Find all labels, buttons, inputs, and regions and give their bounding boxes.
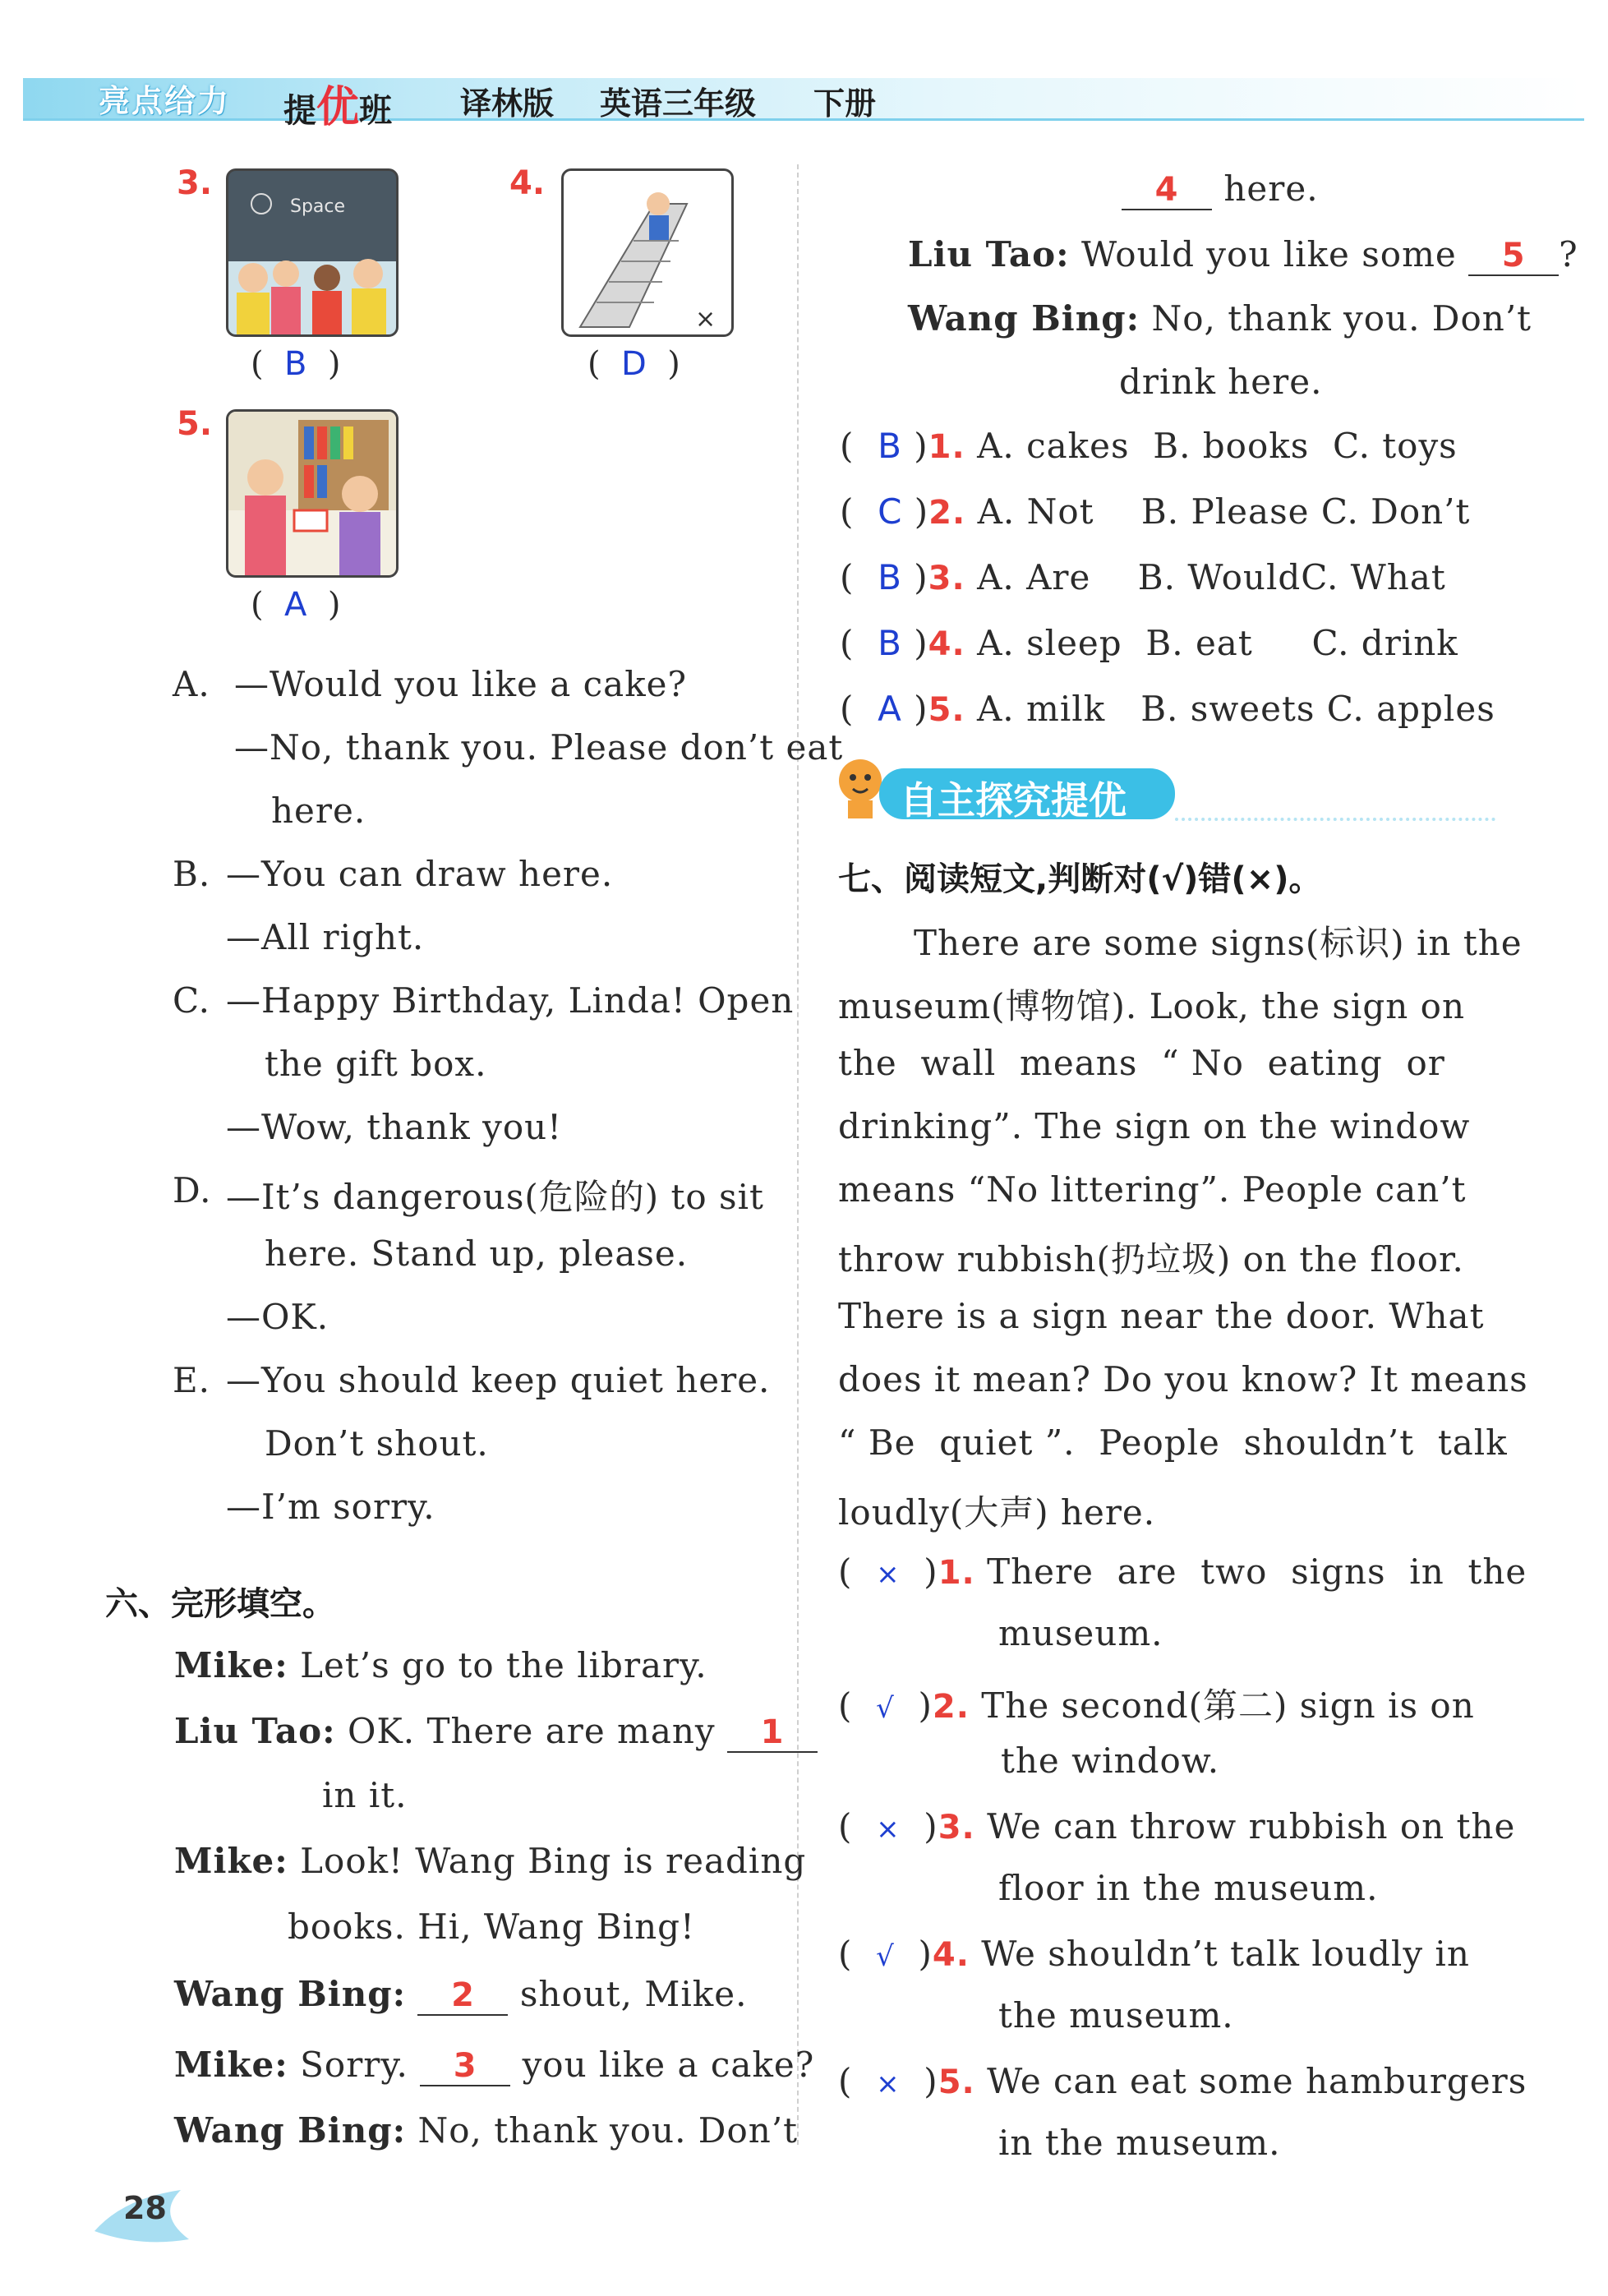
dialogue-d-line: —OK. [226,1297,329,1337]
passage-line: There are some signs(标识) in the [914,923,1523,963]
cloze-blank-1: 1 [760,1713,785,1751]
passage-line: “ Be quiet ”. People shouldn’t talk [838,1422,1508,1463]
section-6-title: 六、完形填空。 [105,1585,335,1623]
choice-row-3: ( B )3. A. Are B. WouldC. What [840,557,1446,597]
picture-5-answer: A [284,586,307,624]
banner-dots [1175,818,1495,821]
svg-text:×: × [695,305,716,334]
picture-5-image [226,409,399,578]
cloze-line-2: Liu Tao: OK. There are many 1 [174,1711,818,1753]
judge-item-2: ( √ )2. The second(第二) sign is on [838,1685,1475,1726]
dialogue-b-line: —All right. [226,917,425,957]
cloze-blank-2: 2 [451,1976,475,2014]
picture-5-number: 5. [177,405,213,443]
picture-4-image [561,168,734,337]
cloze-blank-5: 5 [1501,237,1526,274]
dialogue-e-line: Don’t shout. [265,1423,489,1464]
picture-4-answer-row: ( D ) [587,345,680,383]
dialogue-a-line: —No, thank you. Please don’t eat [234,727,844,768]
judge-item-1b: museum. [998,1613,1163,1653]
dialogue-b-line: —You can draw here. [226,854,614,894]
dialogue-a-line: here. [271,791,366,831]
dialogue-e-letter: E. [173,1360,211,1400]
picture-5-answer-row: ( A ) [251,586,341,624]
dialogue-d-line: here. Stand up, please. [265,1233,689,1274]
picture-3-number: 3. [177,164,213,202]
dialogue-d-line: —It’s dangerous(危险的) to sit [226,1177,764,1217]
picture-4-number: 4. [509,164,546,202]
cloze-blank-3: 3 [453,2047,477,2085]
passage-line: throw rubbish(扔垃圾) on the floor. [838,1239,1464,1279]
judge-item-5b: in the museum. [998,2123,1281,2163]
cloze-line-3: Mike: Look! Wang Bing is reading [174,1841,807,1881]
cloze-line-7: Liu Tao: Would you like some 5 ? [908,234,1578,274]
judge-item-4b: the museum. [998,1995,1234,2036]
judge-item-5: ( × )5. We can eat some hamburgers [838,2061,1527,2101]
picture-3-caption: Space [290,196,346,217]
page-number: 28 [123,2190,167,2226]
dialogue-c-line: —Wow, thank you! [226,1107,563,1147]
dialogue-d-letter: D. [173,1170,212,1210]
choice-row-1: ( B )1. A. cakes B. books C. toys [840,426,1458,466]
section-7-title: 七、阅读短文,判断对(√)错(×)。 [838,860,1322,898]
judge-item-3b: floor in the museum. [998,1868,1379,1908]
dialogue-b-letter: B. [173,854,211,894]
cloze-line-6: Wang Bing: No, thank you. Don’t [174,2110,799,2151]
picture-4-answer: D [621,345,647,383]
judge-item-4: ( √ )4. We shouldn’t talk loudly in [838,1934,1470,1974]
cloze-blank-4: 4 [1154,171,1179,209]
judge-item-3: ( × )3. We can throw rubbish on the [838,1806,1516,1846]
cloze-line-6b: 4 here. [1122,168,1319,210]
dialogue-a-line: —Would you like a cake? [234,664,688,704]
header-band [23,78,1584,121]
dialogue-e-line: —I’m sorry. [226,1487,435,1527]
dialogue-a-letter: A. [173,664,210,704]
dialogue-c-line: the gift box. [265,1044,487,1084]
judge-item-2b: the window. [1001,1740,1220,1781]
picture-3-image [226,168,399,337]
judge-item-1: ( × )1. There are two signs in the [838,1551,1527,1592]
dialogue-c-line: —Happy Birthday, Linda! Open [226,980,795,1021]
choice-row-5: ( A )5. A. milk B. sweets C. apples [840,689,1495,729]
cloze-line-8b: drink here. [1119,362,1323,402]
choice-row-2: ( C )2. A. Not B. Please C. Don’t [840,491,1471,532]
choice-row-4: ( B )4. A. sleep B. eat C. drink [840,623,1458,663]
dialogue-c-letter: C. [173,980,210,1021]
grade-label: 英语三年级 [600,85,757,122]
cloze-line-1: Mike: Let’s go to the library. [174,1645,707,1685]
picture-3-answer-row: ( B ) [251,345,341,383]
cloze-line-8: Wang Bing: No, thank you. Don’t [908,298,1532,339]
passage-line: means “No littering”. People can’t [838,1169,1467,1210]
section-banner-text: 自主探究提优 [900,778,1127,823]
dialogue-e-line: —You should keep quiet here. [226,1360,771,1400]
passage-line: does it mean? Do you know? It means [838,1359,1528,1399]
cloze-line-5: Mike: Sorry. 3 you like a cake? [174,2045,815,2085]
volume-label: 下册 [813,85,877,122]
passage-line: There is a sign near the door. What [838,1296,1485,1336]
passage-line: museum(博物馆). Look, the sign on [838,986,1465,1026]
cloze-line-3b: books. Hi, Wang Bing! [288,1906,695,1947]
picture-3-answer: B [284,345,307,383]
cloze-line-2b: in it. [322,1775,408,1815]
passage-line: drinking”. The sign on the window [838,1106,1471,1146]
passage-line: loudly(大声) here. [838,1492,1156,1533]
series-name: 提优班 [283,83,393,132]
passage-line: the wall means “ No eating or [838,1043,1445,1083]
cloze-line-4: Wang Bing: 2 shout, Mike. [174,1974,748,2014]
edition-label: 译林版 [460,85,555,122]
series-logo: 亮点给力 [99,83,231,119]
